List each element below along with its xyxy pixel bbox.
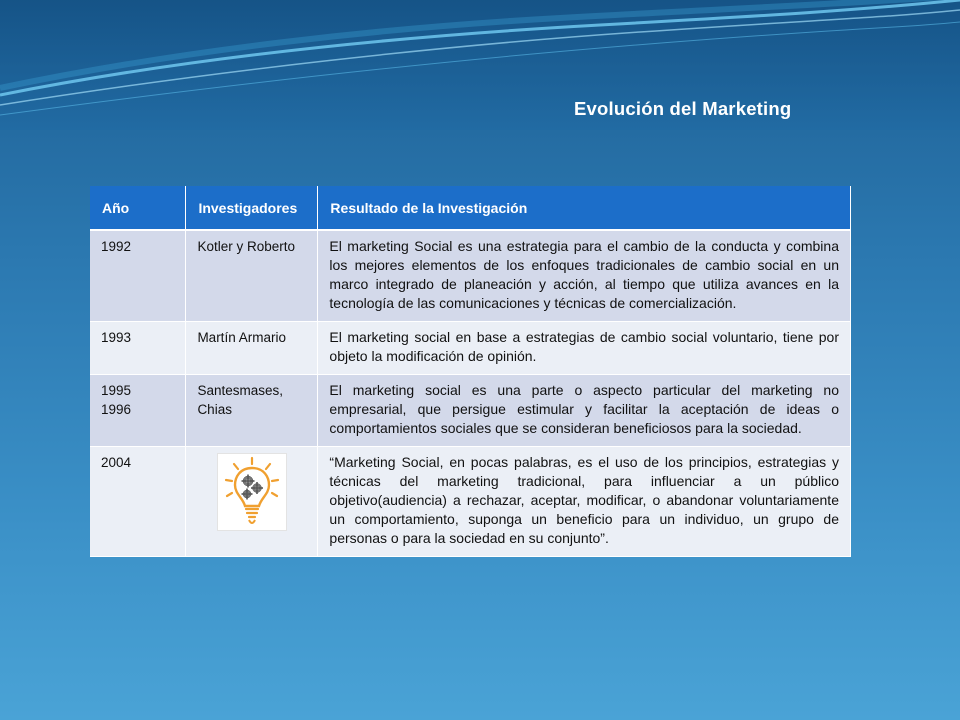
lightbulb-gears-icon [217,453,287,531]
header-researchers: Investigadores [186,186,318,230]
table-header-row [90,186,851,230]
cell-year: 2004 [90,447,186,557]
table-row [90,230,851,322]
cell-result: “Marketing Social, en pocas palabras, es el uso de los principios, estrategias y técnicas del marketing tradicional, para influenciar a un público objetivo(audiencia) a rechazar, aceptar, modificar, o abandonar voluntariamente un comportamiento, suponga un beneficio para un individuo, un grupo de personas o para la sociedad en su conjunto”. [318,447,851,557]
cell-researcher: Santesmases, Chias [186,375,318,447]
table-row [90,375,851,447]
cell-researcher: Martín Armario [186,322,318,375]
cell-year: 1993 [90,322,186,375]
cell-result: El marketing social en base a estrategias de cambio social voluntario, tiene por objeto la modificación de opinión. [318,322,851,375]
cell-researcher: Kotler y Roberto [186,230,318,322]
cell-year: 1995 1996 [90,375,186,447]
slide-title: Evolución del Marketing [574,98,792,119]
cell-result: El marketing social es una parte o aspecto particular del marketing no empresarial, que persigue estimular y facilitar la aceptación de ideas o comportamientos sociales que se consideran beneficiosos para la sociedad. [318,375,851,447]
decorative-waves [0,0,960,130]
table-row [90,447,851,557]
cell-result: El marketing Social es una estrategia para el cambio de la conducta y combina los mejores elementos de los enfoques tradicionales de cambio social en un marco integrado de planeación y acción, al tiempo que utiliza avances en la tecnología de las comunicaciones y técnicas de comercialización. [318,230,851,322]
header-result: Resultado de la Investigación [318,186,851,230]
table-row [90,322,851,375]
cell-year: 1992 [90,230,186,322]
header-year: Año [90,186,186,230]
research-table [90,186,851,557]
cell-researcher-icon [186,447,318,557]
